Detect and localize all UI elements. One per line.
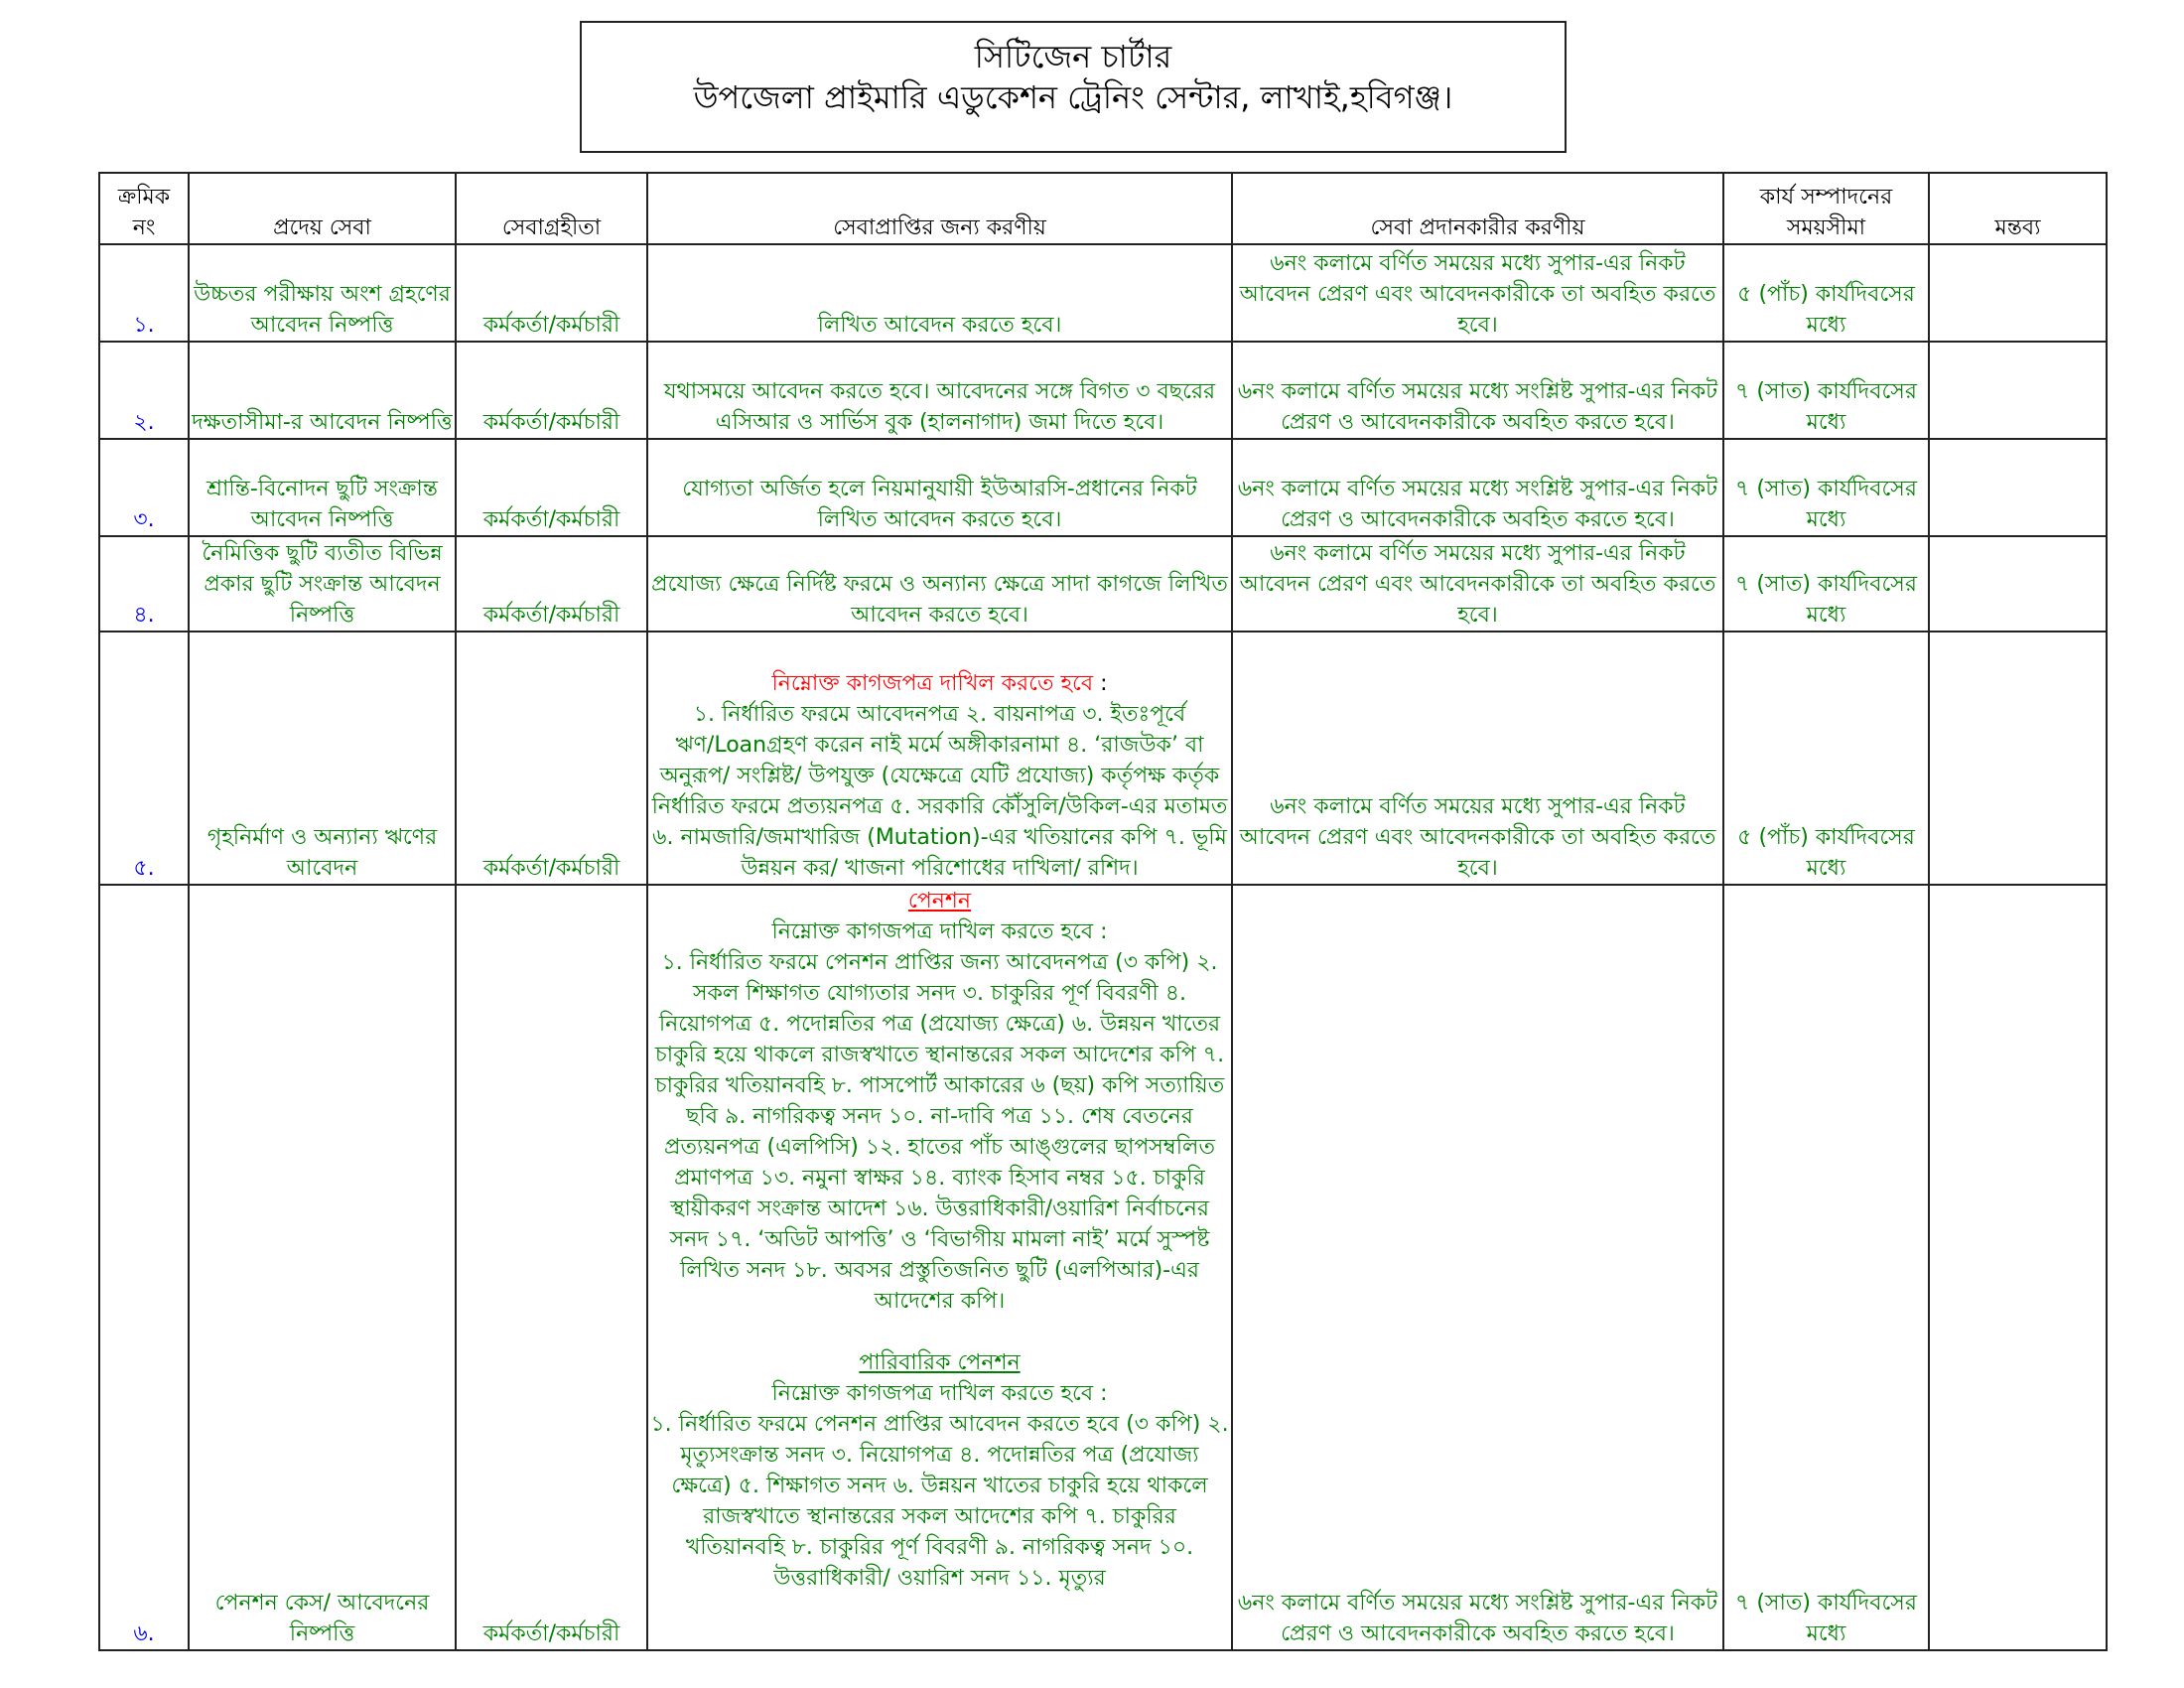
remarks-cell <box>1929 439 2107 536</box>
table-row <box>99 632 2107 885</box>
provider-duty-cell: ৬নং কলামে বর্ণিত সময়ের মধ্যে সুপার-এর নিকট আবেদন প্রেরণ এবং আবেদনকারীকে তা অবহিত করতে হবে। <box>1232 536 1723 632</box>
timeline-cell: ৭ (সাত) কার্যদিবসের মধ্যে <box>1723 439 1929 536</box>
documents-list: ১. নির্ধারিত ফরমে আবেদনপত্র ২. বায়নাপত্র ৩. ইতঃপূর্বে ঋণ/Loanগ্রহণ করেন নাই মর্মে অঙ্গীকারনামা ৪. ‘রাজউক’ বা অনুরূপ/ সংশ্লিষ্ট/ উপযুক্ত (যেক্ষেত্রে যেটি প্রযোজ্য) কর্তৃপক্ষ কর্তৃক নির্ধারিত ফরমে প্রত্যয়নপত্র ৫. সরকারি কৌঁসুলি/উকিল-এর মতামত ৬. নামজারি/জমাখারিজ (Mutation)-এর খতিয়ানের কপি ৭. ভূমি উন্নয়ন কর/ খাজনা পরিশোধের দাখিলা/ রশিদ। <box>651 702 1228 881</box>
remarks-cell <box>1929 885 2107 1650</box>
recipient-cell: কর্মকর্তা/কর্মচারী <box>456 632 647 885</box>
col-header-timeline <box>1723 173 1929 244</box>
table-row <box>99 342 2107 439</box>
family-pension-list: ১. নির্ধারিত ফরমে পেনশন প্রাপ্তির আবেদন করতে হবে (৩ কপি) ২. মৃত্যুসংক্রান্ত সনদ ৩. নিয়োগপত্র ৪. পদোন্নতির পত্র (প্রযোজ্য ক্ষেত্রে) ৫. শিক্ষাগত সনদ ৬. উন্নয়ন খাতের চাকুরি হয়ে থাকলে রাজস্বখাতে স্থানান্তরের সকল আদেশের কপি ৭. চাকুরির খতিয়ানবহি ৮. চাকুরির পূর্ণ বিবরণী ৯. নাগরিকত্ব সনদ ১০. উত্তরাধিকারী/ ওয়ারিশ সনদ ১১. মৃত্যুর <box>650 1412 1229 1591</box>
pension-heading: পেনশন <box>907 889 972 914</box>
document-title-box <box>580 21 1567 153</box>
timeline-cell: ৫ (পাঁচ) কার্যদিবসের মধ্যে <box>1723 244 1929 342</box>
service-cell: গৃহনির্মাণ ও অন্যান্য ঋণের আবেদন <box>189 632 456 885</box>
pension-documents <box>650 886 1229 1647</box>
recipient-duty-cell <box>647 885 1232 1650</box>
remarks-cell <box>1929 244 2107 342</box>
provider-duty-cell: ৬নং কলামে বর্ণিত সময়ের মধ্যে সংশ্লিষ্ট সুপার-এর নিকট প্রেরণ ও আবেদনকারীকে অবহিত করতে হবে। <box>1232 885 1723 1650</box>
remarks-cell <box>1929 632 2107 885</box>
col-header-provider-duty: সেবা প্রদানকারীর করণীয় <box>1232 173 1723 244</box>
service-cell: দক্ষতাসীমা-র আবেদন নিষ্পত্তি <box>189 342 456 439</box>
serial-cell: ২. <box>99 342 189 439</box>
documents-heading-text: নিম্নোক্ত কাগজপত্র দাখিল করতে হবে <box>771 671 1094 696</box>
documents-heading <box>650 668 1229 699</box>
col-header-serial <box>99 173 189 244</box>
recipient-duty-cell: যথাসময়ে আবেদন করতে হবে। আবেদনের সঙ্গে বিগত ৩ বছরের এসিআর ও সার্ভিস বুক (হালনাগাদ) জমা দিতে হবে। <box>647 342 1232 439</box>
service-cell: উচ্চতর পরীক্ষায় অংশ গ্রহণের আবেদন নিষ্পত্তি <box>189 244 456 342</box>
table-row <box>99 244 2107 342</box>
recipient-cell: কর্মকর্তা/কর্মচারী <box>456 536 647 632</box>
serial-cell: ৫. <box>99 632 189 885</box>
provider-duty-cell: ৬নং কলামে বর্ণিত সময়ের মধ্যে সংশ্লিষ্ট সুপার-এর নিকট প্রেরণ ও আবেদনকারীকে অবহিত করতে হবে। <box>1232 342 1723 439</box>
provider-duty-cell: ৬নং কলামে বর্ণিত সময়ের মধ্যে সংশ্লিষ্ট সুপার-এর নিকট প্রেরণ ও আবেদনকারীকে অবহিত করতে হবে। <box>1232 439 1723 536</box>
citizen-charter-table <box>98 172 2108 1651</box>
document-subtitle: উপজেলা প্রাইমারি এডুকেশন ট্রেনিং সেন্টার, লাখাই,হবিগঞ্জ। <box>693 78 1453 116</box>
col-header-recipient: সেবাগ্রহীতা <box>456 173 647 244</box>
serial-cell: ৪. <box>99 536 189 632</box>
col-header-recipient-duty: সেবাপ্রাপ্তির জন্য করণীয় <box>647 173 1232 244</box>
recipient-cell: কর্মকর্তা/কর্মচারী <box>456 244 647 342</box>
timeline-cell: ৭ (সাত) কার্যদিবসের মধ্যে <box>1723 536 1929 632</box>
document-title: সিটিজেন চার্টার <box>974 38 1172 75</box>
remarks-cell <box>1929 342 2107 439</box>
pension-list: ১. নির্ধারিত ফরমে পেনশন প্রাপ্তির জন্য আবেদনপত্র (৩ কপি) ২. সকল শিক্ষাগত যোগ্যতার সনদ ৩. চাকুরির পূর্ণ বিবরণী ৪. নিয়োগপত্র ৫. পদোন্নতির পত্র (প্রযোজ্য ক্ষেত্রে) ৬. উন্নয়ন খাতের চাকুরি হয়ে থাকলে রাজস্বখাতে স্থানান্তরের সকল আদেশের কপি ৭. চাকুরির খতিয়ানবহি ৮. পাসপোর্ট আকারের ৬ (ছয়) কপি সত্যায়িত ছবি ৯. নাগরিকত্ব সনদ ১০. না-দাবি পত্র ১১. শেষ বেতনের প্রত্যয়নপত্র (এলপিসি) ১২. হাতের পাঁচ আঙ্গুলের ছাপসম্বলিত প্রমাণপত্র ১৩. নমুনা স্বাক্ষর ১৪. ব্যাংক হিসাব নম্বর ১৫. চাকুরি স্থায়ীকরণ সংক্রান্ত আদেশ ১৬. উত্তরাধিকারী/ওয়ারিশ নির্বাচনের সনদ ১৭. ‘অডিট আপত্তি’ ও ‘বিভাগীয় মামলা নাই’ মর্মে সুস্পষ্ট লিখিত সনদ ১৮. অবসর প্রস্তুতিজনিত ছুটি (এলপিআর)-এর আদেশের কপি। <box>654 950 1225 1314</box>
table-row <box>99 439 2107 536</box>
service-cell: নৈমিত্তিক ছুটি ব্যতীত বিভিন্ন প্রকার ছুটি সংক্রান্ত আবেদন নিষ্পত্তি <box>189 536 456 632</box>
remarks-cell <box>1929 536 2107 632</box>
timeline-cell: ৫ (পাঁচ) কার্যদিবসের মধ্যে <box>1723 632 1929 885</box>
serial-header-line2: নং <box>132 215 156 240</box>
recipient-duty-cell <box>647 632 1232 885</box>
recipient-duty-cell: প্রযোজ্য ক্ষেত্রে নির্দিষ্ট ফরমে ও অন্যান্য ক্ষেত্রে সাদা কাগজে লিখিত আবেদন করতে হবে। <box>647 536 1232 632</box>
col-header-service: প্রদেয় সেবা <box>189 173 456 244</box>
table-row <box>99 536 2107 632</box>
pension-intro: নিম্নোক্ত কাগজপত্র দাখিল করতে হবে : <box>771 919 1108 944</box>
serial-cell: ১. <box>99 244 189 342</box>
service-cell: পেনশন কেস/ আবেদনের নিষ্পত্তি <box>189 885 456 1650</box>
col-header-remarks: মন্তব্য <box>1929 173 2107 244</box>
recipient-duty-cell: লিখিত আবেদন করতে হবে। <box>647 244 1232 342</box>
timeline-cell: ৭ (সাত) কার্যদিবসের মধ্যে <box>1723 342 1929 439</box>
serial-cell: ৩. <box>99 439 189 536</box>
provider-duty-cell: ৬নং কলামে বর্ণিত সময়ের মধ্যে সুপার-এর নিকট আবেদন প্রেরণ এবং আবেদনকারীকে তা অবহিত করতে হবে। <box>1232 244 1723 342</box>
recipient-cell: কর্মকর্তা/কর্মচারী <box>456 885 647 1650</box>
family-pension-heading: পারিবারিক পেনশন <box>859 1350 1021 1375</box>
header-row <box>99 173 2107 244</box>
table-row <box>99 885 2107 1650</box>
documents-heading-colon: : <box>1093 671 1108 696</box>
timeline-header-line2: সময়সীমা <box>1786 215 1866 240</box>
serial-cell: ৬. <box>99 885 189 1650</box>
recipient-duty-cell: যোগ্যতা অর্জিত হলে নিয়মানুযায়ী ইউআরসি-প্রধানের নিকট লিখিত আবেদন করতে হবে। <box>647 439 1232 536</box>
timeline-cell: ৭ (সাত) কার্যদিবসের মধ্যে <box>1723 885 1929 1650</box>
provider-duty-cell: ৬নং কলামে বর্ণিত সময়ের মধ্যে সুপার-এর নিকট আবেদন প্রেরণ এবং আবেদনকারীকে তা অবহিত করতে হবে। <box>1232 632 1723 885</box>
serial-header-line1: ক্রমিক <box>117 185 171 210</box>
recipient-cell: কর্মকর্তা/কর্মচারী <box>456 342 647 439</box>
timeline-header-line1: কার্য সম্পাদনের <box>1759 185 1893 210</box>
service-cell: শ্রান্তি-বিনোদন ছুটি সংক্রান্ত আবেদন নিষ্পত্তি <box>189 439 456 536</box>
recipient-cell: কর্মকর্তা/কর্মচারী <box>456 439 647 536</box>
family-pension-intro: নিম্নোক্ত কাগজপত্র দাখিল করতে হবে : <box>771 1381 1108 1406</box>
